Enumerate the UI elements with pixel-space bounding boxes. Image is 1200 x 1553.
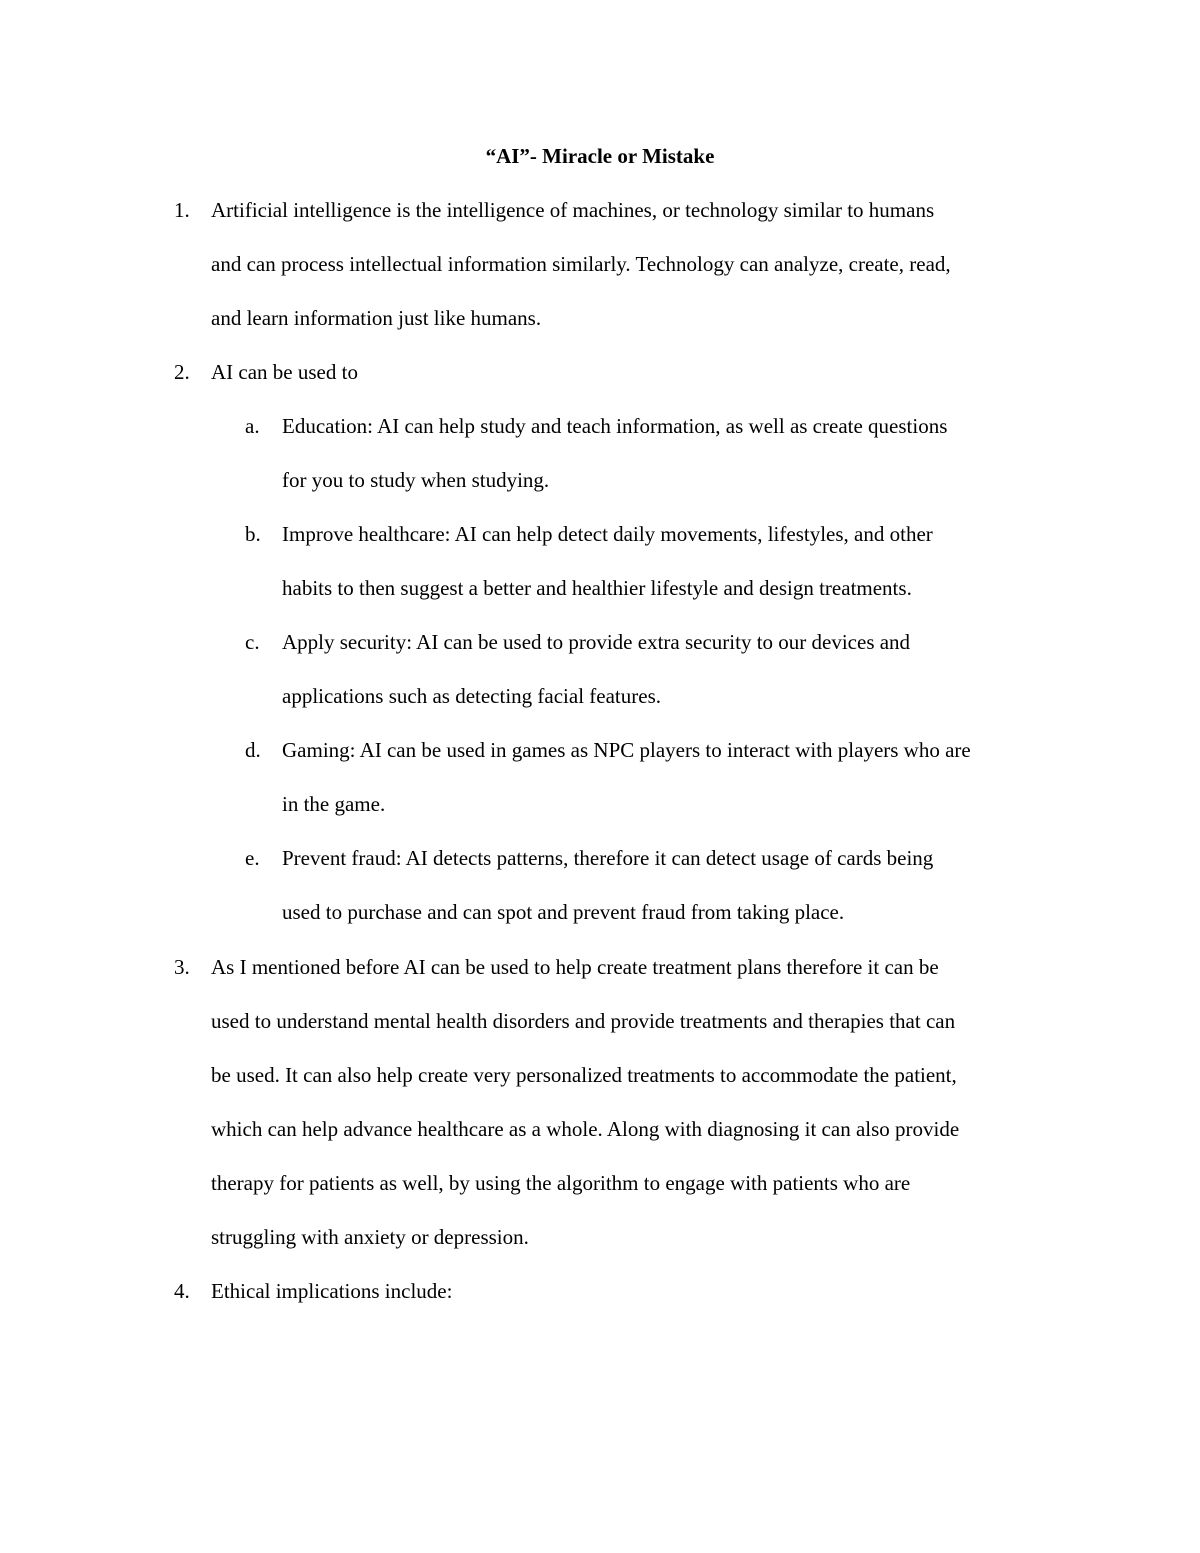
list-item-line: AI can be used to: [211, 360, 358, 384]
sublist-item-line: Improve healthcare: AI can help detect daily movements, lifestyles, and other: [282, 522, 933, 546]
list-item-line: be used. It can also help create very personalized treatments to accommodate the patient,: [211, 1063, 957, 1087]
list-item-line: Ethical implications include:: [211, 1279, 453, 1303]
list-marker: 4.: [174, 1279, 190, 1303]
sublist-item-line: Apply security: AI can be used to provide extra security to our devices and: [282, 630, 911, 654]
list-item-line: Artificial intelligence is the intelligence of machines, or technology similar to humans: [211, 198, 935, 222]
list-item-line: which can help advance healthcare as a whole. Along with diagnosing it can also provide: [211, 1117, 960, 1141]
sublist-item-line: used to purchase and can spot and prevent fraud from taking place.: [282, 900, 845, 924]
list-item-line: As I mentioned before AI can be used to help create treatment plans therefore it can be: [211, 955, 939, 979]
sublist-marker: d.: [245, 738, 261, 762]
document-title: “AI”- Miracle or Mistake: [485, 144, 715, 168]
list-marker: 3.: [174, 955, 190, 979]
sublist-item-line: Prevent fraud: AI detects patterns, therefore it can detect usage of cards being: [282, 846, 934, 870]
sublist-item-line: for you to study when studying.: [282, 468, 550, 492]
sublist-marker: b.: [245, 522, 261, 546]
sublist-item-line: Education: AI can help study and teach information, as well as create questions: [282, 414, 948, 438]
sublist-marker: a.: [245, 414, 260, 438]
sublist-item-line: habits to then suggest a better and healthier lifestyle and design treatments.: [282, 576, 912, 600]
list-item-line: and learn information just like humans.: [211, 306, 542, 330]
list-item-line: therapy for patients as well, by using the algorithm to engage with patients who are: [211, 1171, 911, 1195]
list-item-line: and can process intellectual information similarly. Technology can analyze, create, read,: [211, 252, 951, 276]
list-item-line: used to understand mental health disorders and provide treatments and therapies that can: [211, 1009, 956, 1033]
list-item-line: struggling with anxiety or depression.: [211, 1225, 529, 1249]
sublist-item-line: Gaming: AI can be used in games as NPC players to interact with players who are: [282, 738, 971, 762]
sublist-item-line: applications such as detecting facial features.: [282, 684, 662, 708]
sublist-marker: e.: [245, 846, 260, 870]
sublist-item-line: in the game.: [282, 792, 386, 816]
list-marker: 1.: [174, 198, 190, 222]
sublist-marker: c.: [245, 630, 260, 654]
list-marker: 2.: [174, 360, 190, 384]
